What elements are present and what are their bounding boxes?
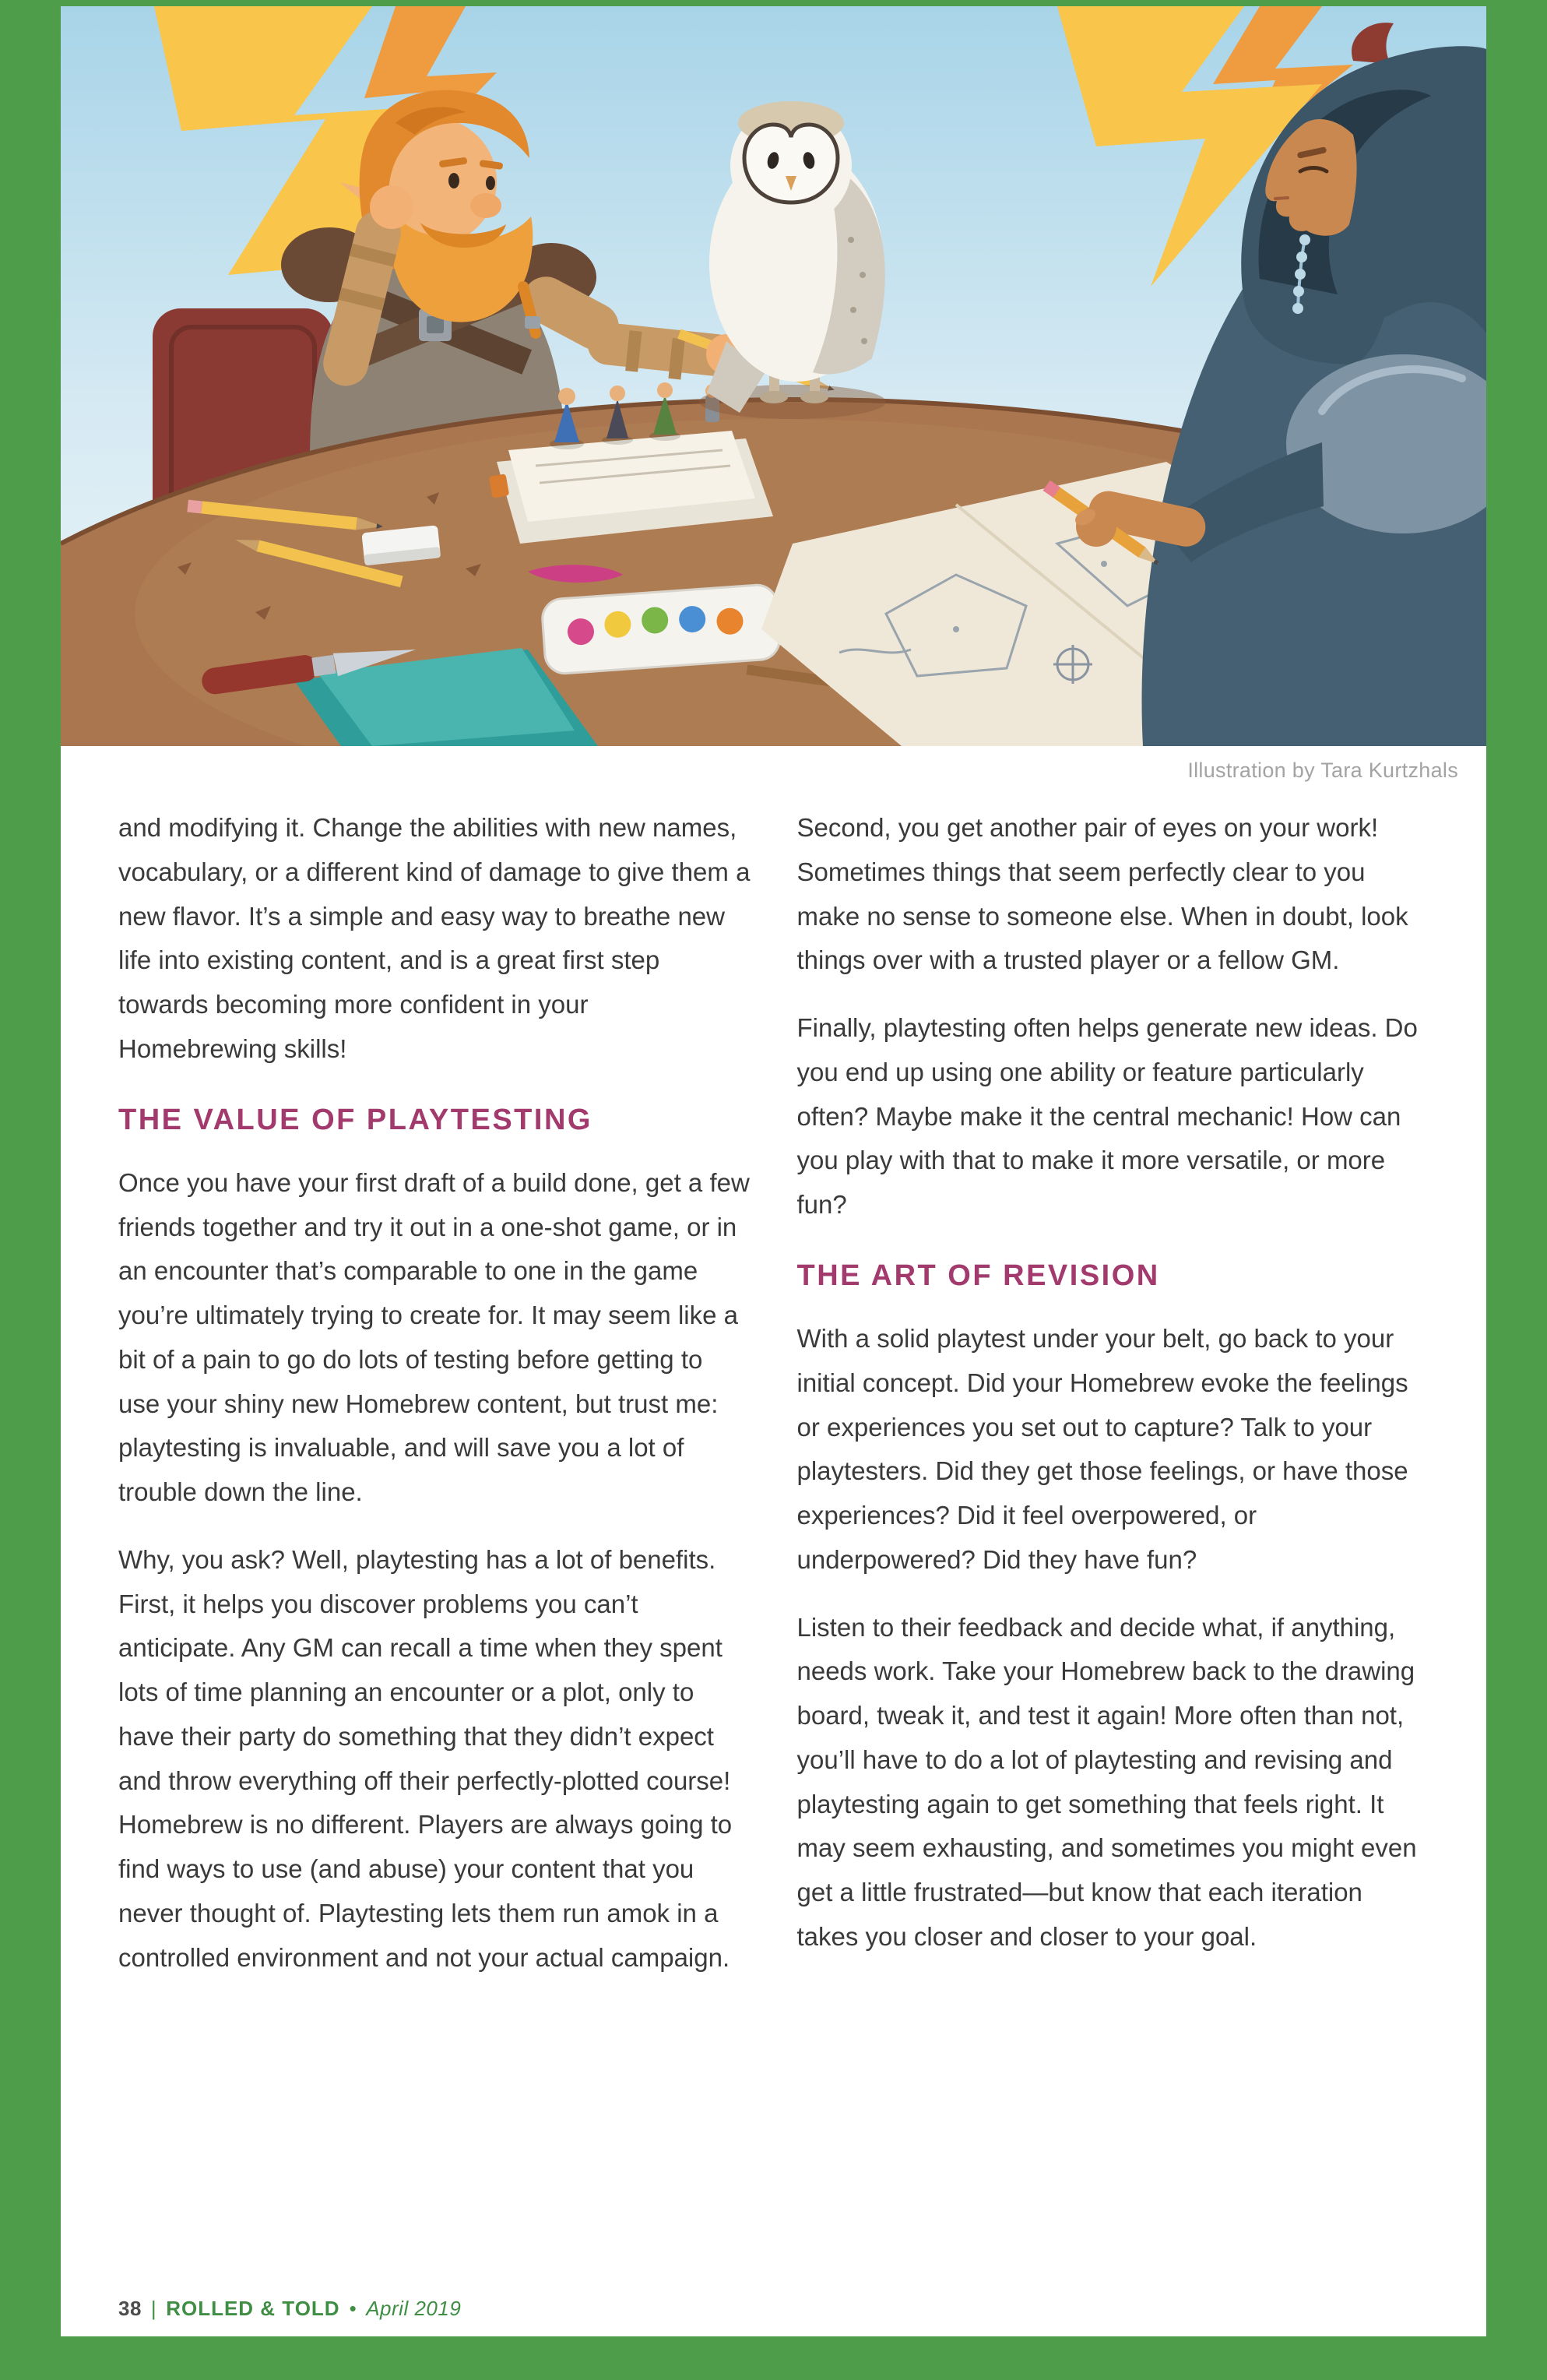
left-column	[118, 806, 751, 2003]
paragraph: Second, you get another pair of eyes on your work! Sometimes things that seem perfectly clear to you make no sense to someone else. When in doubt, look things over with a trusted player or a fellow GM.	[796, 813, 1408, 975]
page-number: 38	[118, 2297, 142, 2320]
footer-bullet: •	[349, 2297, 357, 2320]
paragraph: and modifying it. Change the abilities with new names, vocabulary, or a different kind of damage to give them a new flavor. It’s a simple and easy way to breathe new life into existing content, and is a great first step towards becoming more confident in your Homebrewing skills!	[118, 813, 751, 1063]
illustration-caption: Illustration by Tara Kurtzhals	[1187, 759, 1458, 782]
right-column	[797, 806, 1429, 2003]
paragraph: Finally, playtesting often helps generate new ideas. Do you end up using one ability or feature particularly often? Maybe make it the central mechanic! How can you play with that to make it more versatile, or more fun?	[796, 1013, 1418, 1219]
section-heading-revision: THE ART OF REVISION	[796, 1259, 1160, 1292]
illustration	[61, 6, 1486, 746]
paragraph: Once you have your first draft of a build done, get a few friends together and try it out in a one-shot game, or in an encounter that’s comparable to one in the game you’re ultimately trying to create for. It may seem like a bit of a pain to go do lots of testing before getting to use your shiny new Homebrew content, but trust me: playtesting is invaluable, and will save you a lot of trouble down the line.	[118, 1167, 750, 1507]
footer-separator: |	[150, 2297, 157, 2320]
issue-date: April 2019	[366, 2297, 462, 2320]
page	[61, 6, 1486, 2336]
paragraph: With a solid playtest under your belt, go back to your initial concept. Did your Homebrew evoke the feelings or experiences you set out to capture? Talk to your playtesters. Did they get those feelings, or have those experiences? Did it feel overpowered, or underpowered? Did they have fun?	[796, 1324, 1408, 1574]
paragraph: Listen to their feedback and decide what, if anything, needs work. Take your Homebrew back to the drawing board, tweak it, and test it again! More often than not, you’ll have to do a lot of playtesting and revising and playtesting again to get something that feels right. It may seem exhausting, and sometimes you might even get a little frustrated—but know that each iteration takes you closer and closer to your goal.	[796, 1612, 1417, 1951]
illustration-artwork	[61, 6, 1486, 746]
section-heading-playtesting: THE VALUE OF PLAYTESTING	[118, 1103, 592, 1136]
paragraph: Why, you ask? Well, playtesting has a lot of benefits. First, it helps you discover problems you can’t anticipate. Any GM can recall a time when they spent lots of time planning an encounter or a plot, only to have their party do something that they didn’t expect and throw everything off their perfectly-plotted course! Homebrew is no different. Players are always going to find ways to use (and abuse) your content that you never thought of. Playtesting lets them run amok in a controlled environment and not your actual campaign.	[118, 1544, 733, 1972]
article-body	[61, 783, 1486, 2003]
magazine-title: ROLLED & TOLD	[166, 2297, 340, 2320]
page-footer	[118, 2297, 461, 2321]
